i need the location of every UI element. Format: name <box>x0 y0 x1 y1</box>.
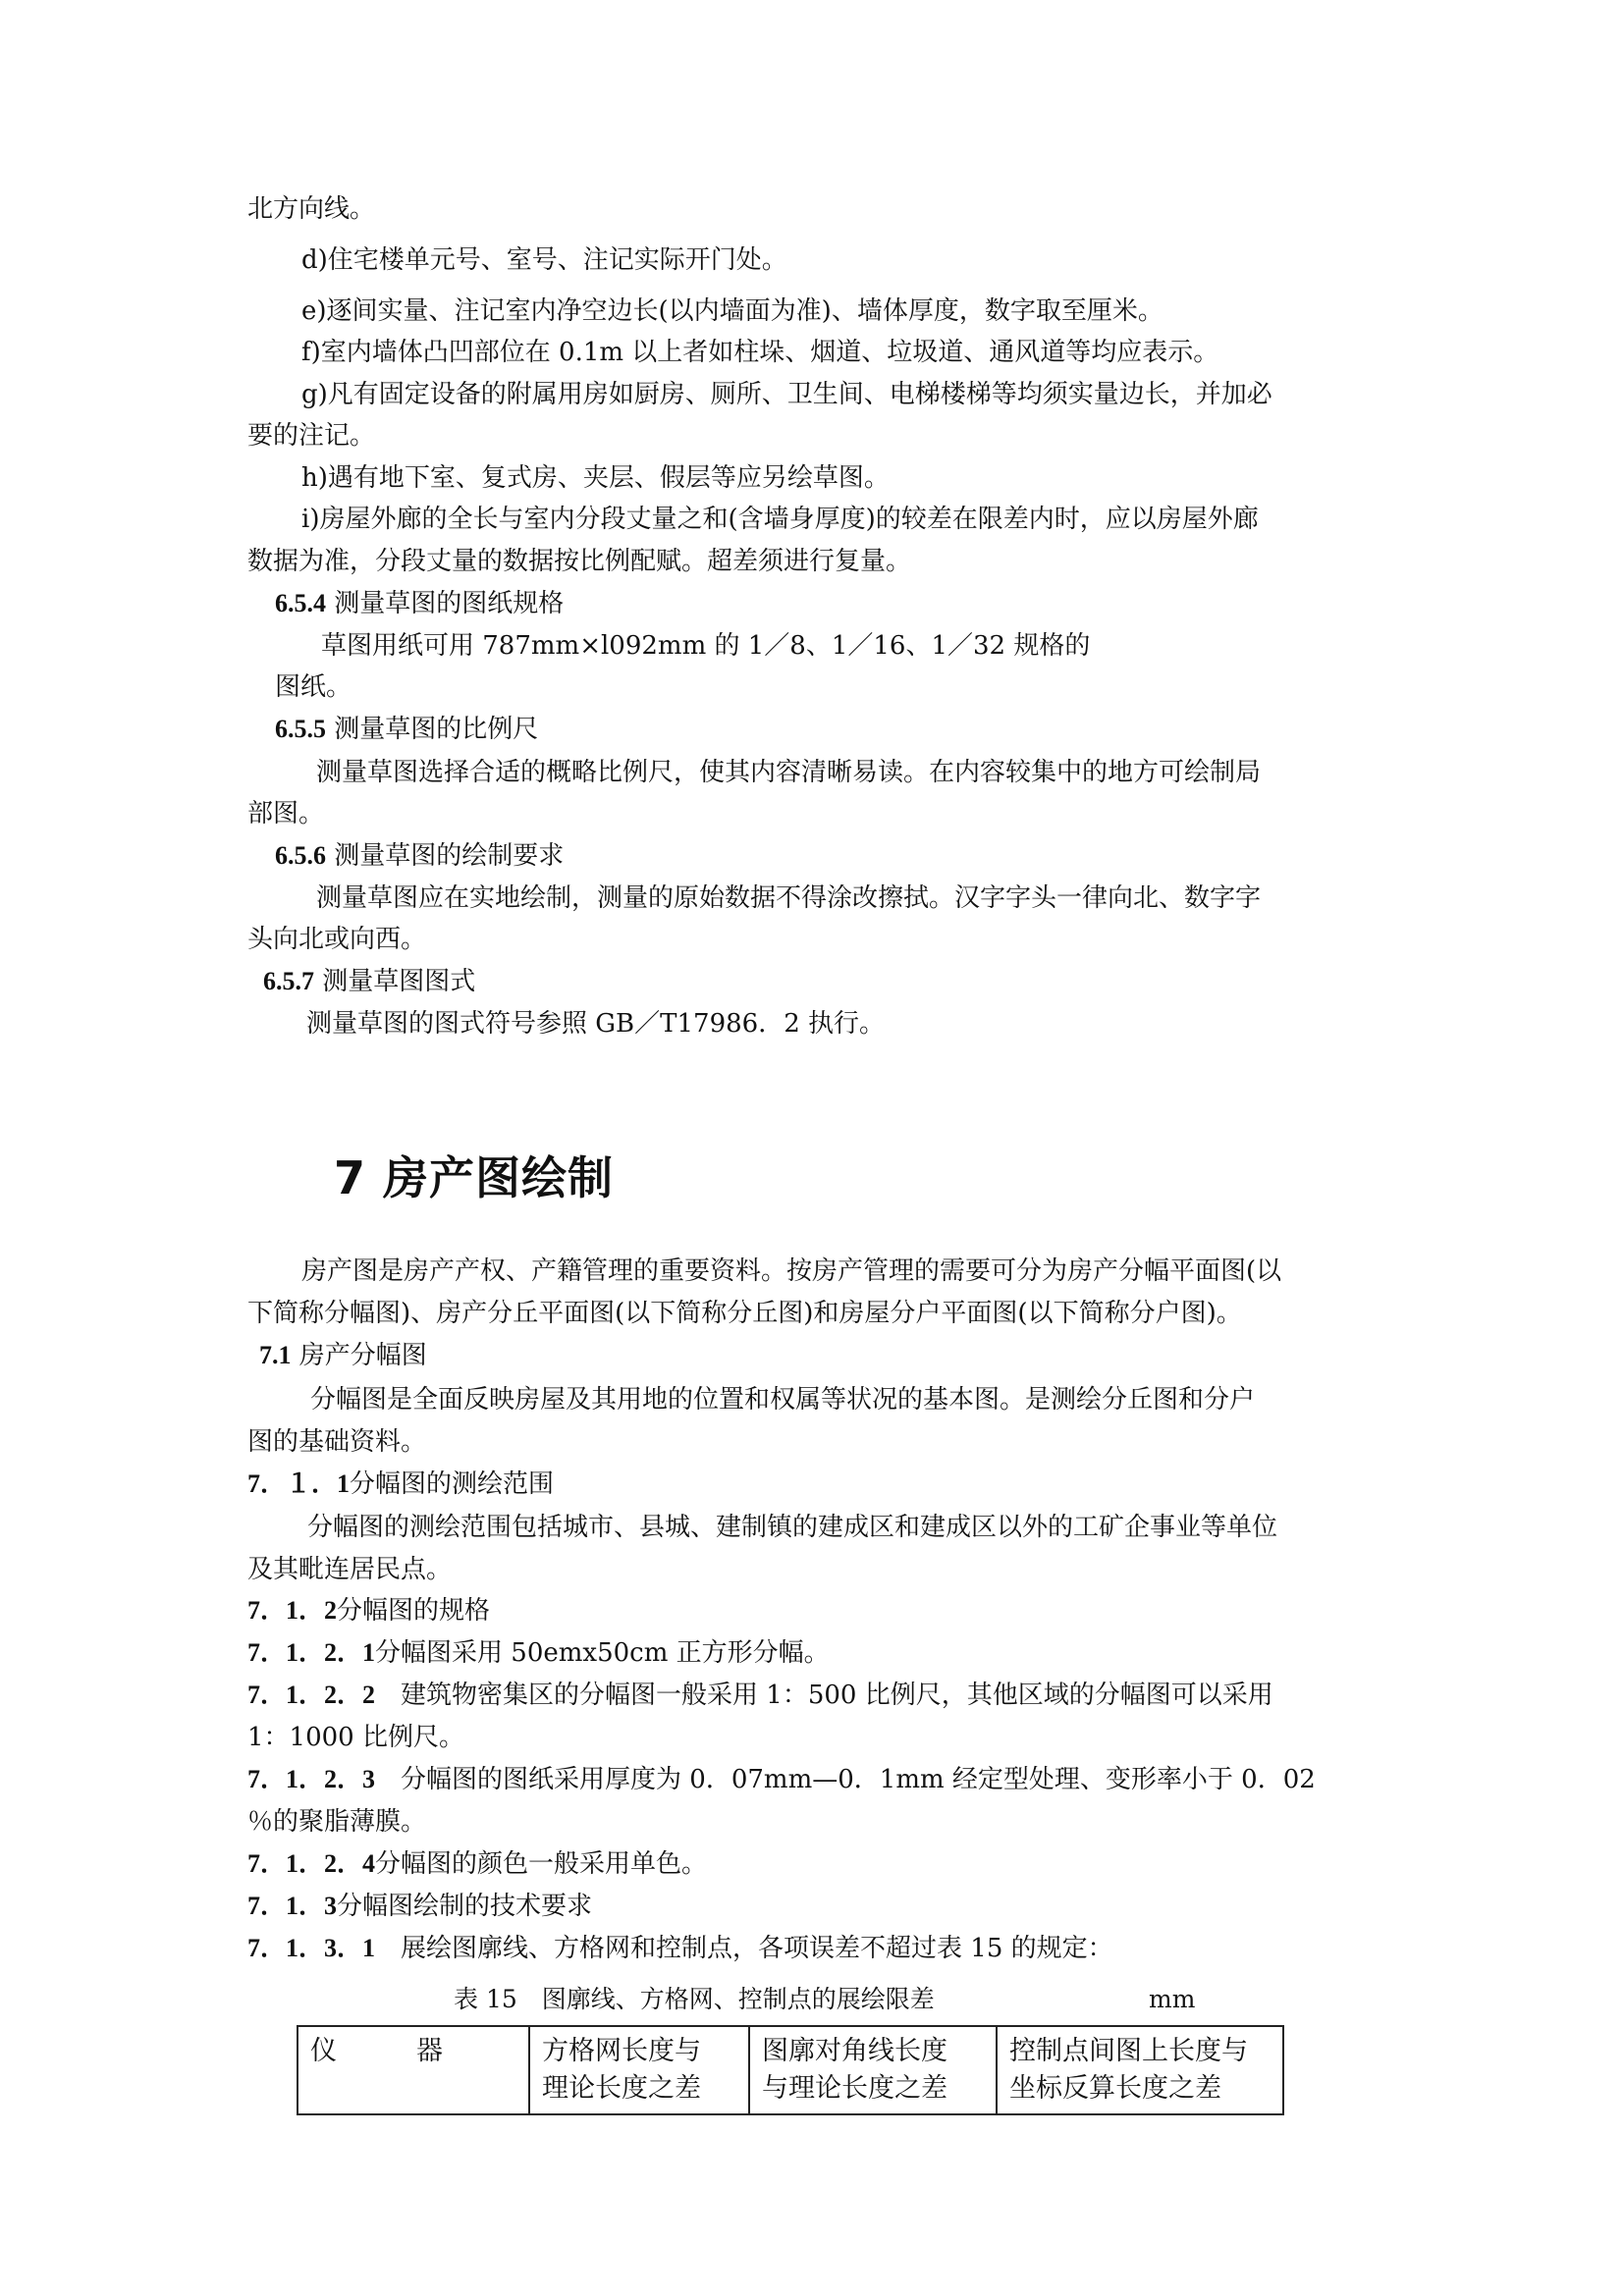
text-line: i)房屋外廊的全长与室内分段丈量之和(含墙身厚度)的较差在限差内时，应以房屋外廊 <box>301 505 1259 534</box>
table-header-cell <box>298 2026 529 2114</box>
table-unit: mm <box>1149 1985 1196 2013</box>
header-line: 坐标反算长度之差 <box>1009 2073 1221 2104</box>
clause-7-1-2-2 <box>247 1676 1273 1715</box>
section-heading-7-1-2 <box>247 1591 490 1630</box>
text-line: 要的注记。 <box>247 421 376 451</box>
header-line: 与理论长度之差 <box>762 2073 947 2104</box>
section-number: 7．1．2．4 <box>247 1849 376 1878</box>
section-heading-6-5-5 <box>275 710 538 749</box>
clause-7-1-2-1 <box>247 1633 830 1673</box>
section-heading-7-1-3 <box>247 1887 592 1926</box>
text-line: 数据为准，分段丈量的数据按比例配赋。超差须进行复量。 <box>247 547 912 576</box>
section-title: 分幅图绘制的技术要求 <box>337 1892 593 1921</box>
text-line: ％的聚脂薄膜。 <box>247 1807 427 1837</box>
section-number: 7．1．3．1 <box>247 1934 376 1962</box>
clause-text: 展绘图廓线、方格网和控制点，各项误差不超过表 15 的规定： <box>401 1934 1113 1963</box>
text-line: 图的基础资料。 <box>247 1427 427 1457</box>
section-number: 7．1．3 <box>247 1892 338 1920</box>
text-line: f)室内墙体凸凹部位在 0.1m 以上者如柱垛、烟道、垃圾道、通风道等均应表示。 <box>301 338 1219 367</box>
section-number: 7．１．1 <box>247 1469 351 1498</box>
text-line: 图纸。 <box>275 672 352 702</box>
chapter-heading: 7 房产图绘制 <box>334 1151 615 1204</box>
clause-7-1-3-1 <box>247 1929 1113 1968</box>
text-line: 下简称分幅图)、房产分丘平面图(以下简称分丘图)和房屋分户平面图(以下简称分户图)。 <box>247 1299 1242 1328</box>
section-title: 房产分幅图 <box>298 1341 427 1370</box>
section-heading-7-1 <box>259 1336 427 1375</box>
clause-text: 建筑物密集区的分幅图一般采用 1：500 比例尺，其他区域的分幅图可以采用 <box>401 1681 1273 1710</box>
text-line: 测量草图选择合适的概略比例尺，使其内容清晰易读。在内容较集中的地方可绘制局 <box>316 758 1262 787</box>
table-header-row <box>298 2026 1283 2114</box>
section-title: 分幅图的规格 <box>337 1596 491 1626</box>
clause-7-1-2-4 <box>247 1844 707 1884</box>
text-line: 测量草图的图式符号参照 GB／T17986．2 执行。 <box>306 1009 885 1039</box>
text-line: 测量草图应在实地绘制，测量的原始数据不得涂改擦拭。汉字字头一律向北、数字字 <box>316 883 1262 913</box>
text-line: 部图。 <box>247 799 325 828</box>
section-title: 测量草图的绘制要求 <box>334 841 565 871</box>
table-caption <box>454 1982 1196 2017</box>
clause-text: 分幅图的图纸采用厚度为 0．07mm—0．1mm 经定型处理、变形率小于 0．02 <box>401 1765 1316 1794</box>
section-heading-6-5-7 <box>263 962 475 1001</box>
section-number: 6.5.7 <box>263 967 314 995</box>
table-header-cell <box>749 2026 997 2114</box>
text-line: 北方向线。 <box>247 194 376 224</box>
text-line: 分幅图的测绘范围包括城市、县城、建制镇的建成区和建成区以外的工矿企事业等单位 <box>307 1513 1278 1542</box>
section-number: 7．1．2．3 <box>247 1765 376 1793</box>
section-heading-6-5-4 <box>275 584 564 623</box>
text-line: h)遇有地下室、复式房、夹层、假层等应另绘草图。 <box>301 463 890 493</box>
text-line: d)住宅楼单元号、室号、注记实际开门处。 <box>301 245 787 275</box>
section-number: 6.5.6 <box>275 841 326 870</box>
section-number: 7.1 <box>259 1341 292 1369</box>
text-line: 房产图是房产产权、产籍管理的重要资料。按房产管理的需要可分为房产分幅平面图(以 <box>301 1256 1282 1286</box>
text-line: 头向北或向西。 <box>247 925 427 954</box>
section-number: 7．1．2．2 <box>247 1681 376 1709</box>
table-header-cell <box>997 2026 1283 2114</box>
header-line: 控制点间图上长度与 <box>1009 2036 1248 2066</box>
header-line: 方格网长度与 <box>542 2036 701 2066</box>
clause-7-1-2-3 <box>247 1760 1316 1799</box>
section-heading-6-5-6 <box>275 836 564 876</box>
text-line: 及其毗连居民点。 <box>247 1555 453 1584</box>
section-number: 7．1．2 <box>247 1596 338 1625</box>
clause-text: 分幅图的颜色一般采用单色。 <box>375 1849 708 1879</box>
section-title: 测量草图的图纸规格 <box>334 589 565 618</box>
text-line: 1：1000 比例尺。 <box>247 1723 464 1752</box>
section-number: 6.5.5 <box>275 715 326 743</box>
section-number: 6.5.4 <box>275 589 326 617</box>
section-title: 测量草图的比例尺 <box>334 715 539 744</box>
header-line: 图廓对角线长度 <box>762 2036 947 2066</box>
section-heading-7-1-1 <box>247 1465 554 1504</box>
text-line: 草图用纸可用 787mm×l092mm 的 1／8、1／16、1／32 规格的 <box>321 631 1091 661</box>
section-number: 7．1．2．1 <box>247 1638 376 1667</box>
section-title: 分幅图的测绘范围 <box>350 1469 555 1499</box>
text-line: g)凡有固定设备的附属用房如厨房、厕所、卫生间、电梯楼梯等均须实量边长，并加必 <box>301 380 1272 409</box>
table-header-cell <box>529 2026 749 2114</box>
tolerance-table <box>297 2025 1284 2115</box>
clause-text: 分幅图采用 50emx50cm 正方形分幅。 <box>375 1638 830 1668</box>
table-caption-text: 表 15 图廓线、方格网、控制点的展绘限差 <box>454 1985 935 2013</box>
header-line: 理论长度之差 <box>542 2073 701 2104</box>
text-line: 分幅图是全面反映房屋及其用地的位置和权属等状况的基本图。是测绘分丘图和分户 <box>310 1385 1256 1415</box>
section-title: 测量草图图式 <box>322 967 476 996</box>
text-line: e)逐间实量、注记室内净空边长(以内墙面为准)、墙体厚度，数字取至厘米。 <box>301 296 1163 326</box>
header-text: 仪 器 <box>310 2036 443 2066</box>
